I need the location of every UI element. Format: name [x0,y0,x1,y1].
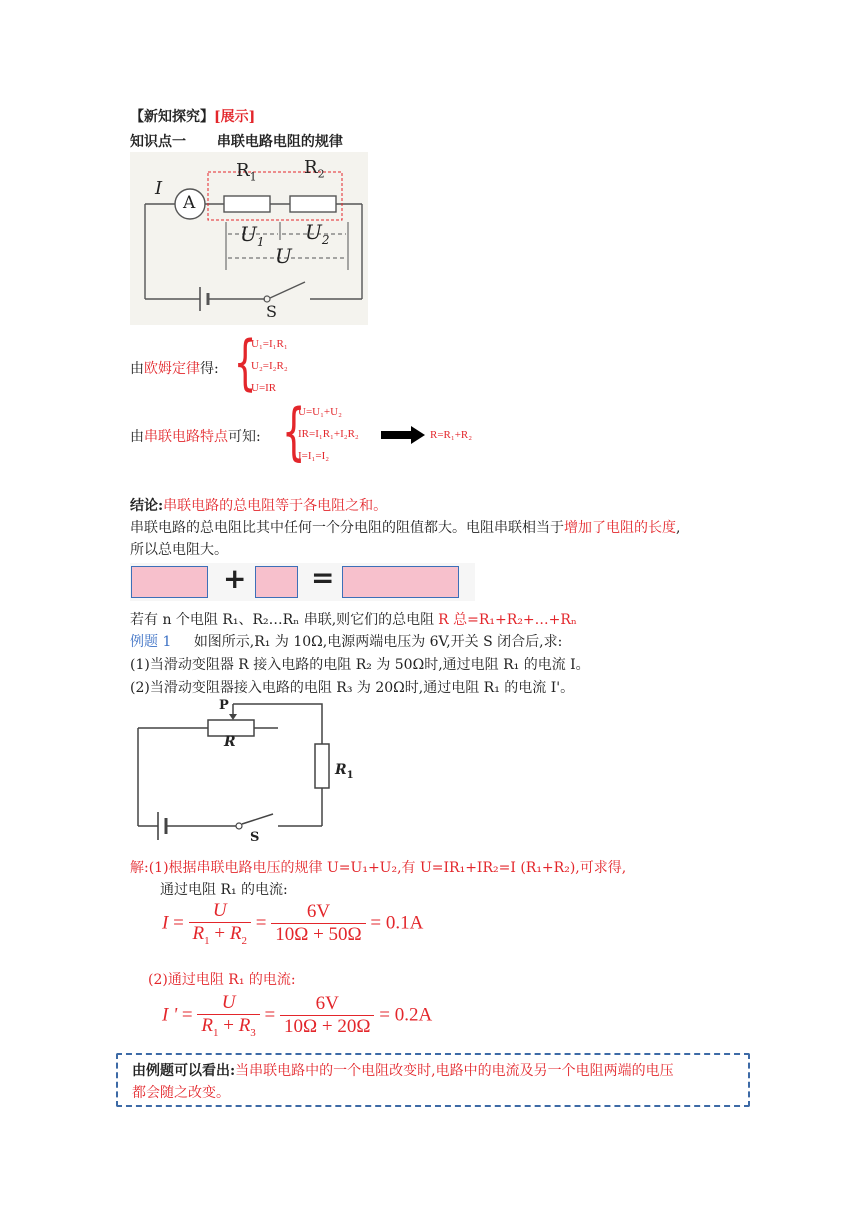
n-resistors-formula: R 总=R₁+R₂+…+Rₙ [438,612,577,628]
observation-text2: 都会随之改变。 [132,1085,230,1101]
u1-label: $U_1$ [240,222,265,249]
switch-label-2: S [250,830,260,845]
resistor-box-1 [131,566,208,598]
arrow-icon [381,426,425,444]
example-label: 例题 1 [130,634,172,650]
series-circuit-figure [130,152,368,325]
example-heading [130,631,562,651]
example-text: 如图所示,R₁ 为 10Ω,电源两端电压为 6V,开关 S 闭合后,求: [193,634,563,650]
series-char-line: 由串联电路特点可知: [130,429,261,445]
n-resistors-line: 若有 n 个电阻 R₁、R₂…Rₙ 串联,则它们的总电阻 R 总=R₁+R₂+…+Rₙ [130,612,577,628]
switch-label: S [266,302,277,321]
series-char-link: 串联电路特点 [144,429,228,445]
slider-p-label: P [219,698,229,713]
show-label: [展示] [214,109,256,125]
example-question-1: (1)当滑动变阻器 R 接入电路的电阻 R₂ 为 50Ω时,通过电阻 R₁ 的电流 I。 [130,657,590,673]
u2-label: $U_2$ [305,220,330,247]
section-header [130,106,255,126]
series-equations: U=U₁+U₂ IR=I₁R₁+I₂R₂ I=I₁=I₂ [298,406,359,462]
solution-line2: 通过电阻 R₁ 的电流: [160,882,288,898]
resistor-box-2 [255,566,298,598]
observation-box [116,1053,750,1107]
plus-sign: + [223,562,247,595]
knowledge-point-title: 串联电路电阻的规律 [216,134,343,150]
conclusion-text: 串联电路的总电阻等于各电阻之和。 [163,498,388,514]
solution-part2: (2)通过电阻 R₁ 的电流: [148,972,296,988]
equals-sign: = [311,561,335,594]
conclusion-line3: 所以总电阻大。 [130,542,228,558]
r1-label-2: $R_1$ [335,762,354,781]
observation-label: 由例题可以看出: [132,1063,236,1079]
section-label: 【新知探究】 [130,109,214,125]
example-circuit-figure [128,700,358,850]
example-question-2: (2)当滑动变阻器接入电路的电阻 R₃ 为 20Ω时,通过电阻 R₁ 的电流 I'。 [130,680,575,696]
u-label: U [275,244,292,268]
r2-label: $R_2$ [304,157,325,181]
ohm-law-line: 由欧姆定律得: [130,361,219,377]
ohm-law-link: 欧姆定律 [144,361,200,377]
ohm-brace: { [233,328,257,398]
knowledge-point-number: 知识点一 [130,134,186,150]
current-label: I [155,178,163,199]
observation-text: 当串联电路中的一个电阻改变时,电路中的电流及另一个电阻两端的电压 [235,1063,674,1079]
conclusion [130,495,387,515]
formula-1: I = $\frac{U}{R_1 + R_2}$ = $\frac{6V}{10\Omega + 50\Omega}$ = 0.1A [162,900,424,947]
ammeter-label: A [183,193,196,213]
conclusion-line2: 串联电路的总电阻比其中任何一个分电阻的阻值都大。电阻串联相当于增加了电阻的长度, [130,520,681,536]
solution-line1: 解:(1)根据串联电路电压的规律 U=U₁+U₂,有 U=IR₁+IR₂=I (R₁+R₂),可求得, [130,860,627,876]
ohm-equations: U₁=I₁R₁ U₂=I₂R₂ U=IR [251,338,288,394]
r1-label: $R_1$ [236,160,257,184]
conclusion-label: 结论: [130,498,164,514]
knowledge-point [130,131,343,151]
formula-2: I ' = $\frac{U}{R_1 + R_3}$ = $\frac{6V}{10\Omega + 20\Omega}$ = 0.2A [162,992,433,1039]
series-result: R=R₁+R₂ [430,429,473,441]
resistor-box-total [342,566,459,598]
series-brace: { [281,395,306,468]
rheostat-label: R [224,734,236,750]
